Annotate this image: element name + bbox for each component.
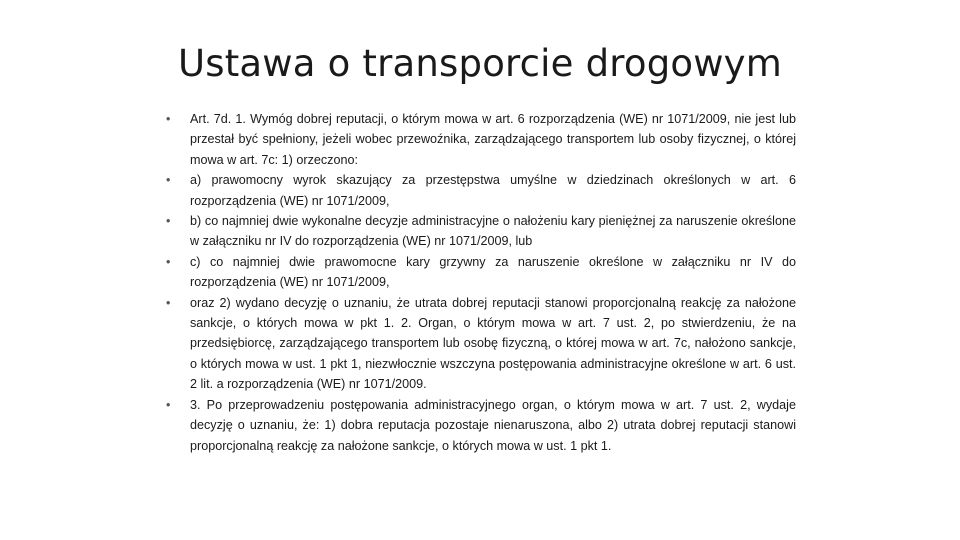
- bullet-text: oraz 2) wydano decyzję o uznaniu, że utrata dobrej reputacji stanowi proporcjonalną reakcję za nałożone sankcje, o których mowa w pkt 1. 2. Organ, o którym mowa w art. 7 ust. 2, po stwierdzeniu, że na przedsiębiorcę, zarządzającego transportem lub osobę fizyczną, o której mowa w art. 7c, nałożono sankcje, o których mowa w ust. 1 pkt 1, niezwłocznie wszczyna postępowania administracyjne określone w art. 6 ust. 2 lit. a rozporządzenia (WE) nr 1071/2009.: [190, 295, 796, 392]
- bullet-item-6: [166, 395, 796, 456]
- bullet-list: [166, 109, 796, 456]
- bullet-icon: •: [166, 254, 171, 269]
- bullet-item-1: [166, 109, 796, 170]
- bullet-icon: •: [166, 112, 171, 126]
- bullet-icon: •: [166, 295, 171, 310]
- bullet-text: c) co najmniej dwie prawomocne kary grzywny za naruszenie określone w załączniku nr IV do rozporządzenia (WE) nr 1071/2009,: [190, 254, 796, 290]
- bullet-item-4: [166, 252, 796, 293]
- bullet-item-2: [166, 170, 796, 211]
- bullet-icon: •: [166, 397, 171, 412]
- bullet-text: Art. 7d. 1. Wymóg dobrej reputacji, o którym mowa w art. 6 rozporządzenia (WE) nr 1071/2009, nie jest lub przestał być spełniony, jeżeli wobec przewoźnika, zarządzającego transportem lub osoby fizycznej, o której mowa w art. 7c: 1) orzeczono:: [190, 112, 796, 167]
- bullet-icon: •: [166, 173, 171, 188]
- bullet-text: 3. Po przeprowadzeniu postępowania administracyjnego organ, o którym mowa w art. 7 ust. 2, wydaje decyzję o uznaniu, że: 1) dobra reputacja pozostaje nienaruszona, albo 2) utrata dobrej reputacji stanowi proporcjonalną reakcję za nałożone sankcje, o których mowa w ust. 1 pkt 1.: [190, 397, 796, 453]
- bullet-icon: •: [166, 214, 171, 229]
- bullet-text: a) prawomocny wyrok skazujący za przestępstwa umyślne w dziedzinach określonych w art. 6 rozporządzenia (WE) nr 1071/2009,: [190, 173, 796, 208]
- bullet-item-3: [166, 211, 796, 252]
- slide-title: Ustawa o transporcie drogowym: [177, 42, 783, 85]
- bullet-item-5: [166, 293, 796, 395]
- bullet-text: b) co najmniej dwie wykonalne decyzje administracyjne o nałożeniu kary pieniężnej za naruszenie określone w załączniku nr IV do rozporządzenia (WE) nr 1071/2009, lub: [190, 214, 796, 249]
